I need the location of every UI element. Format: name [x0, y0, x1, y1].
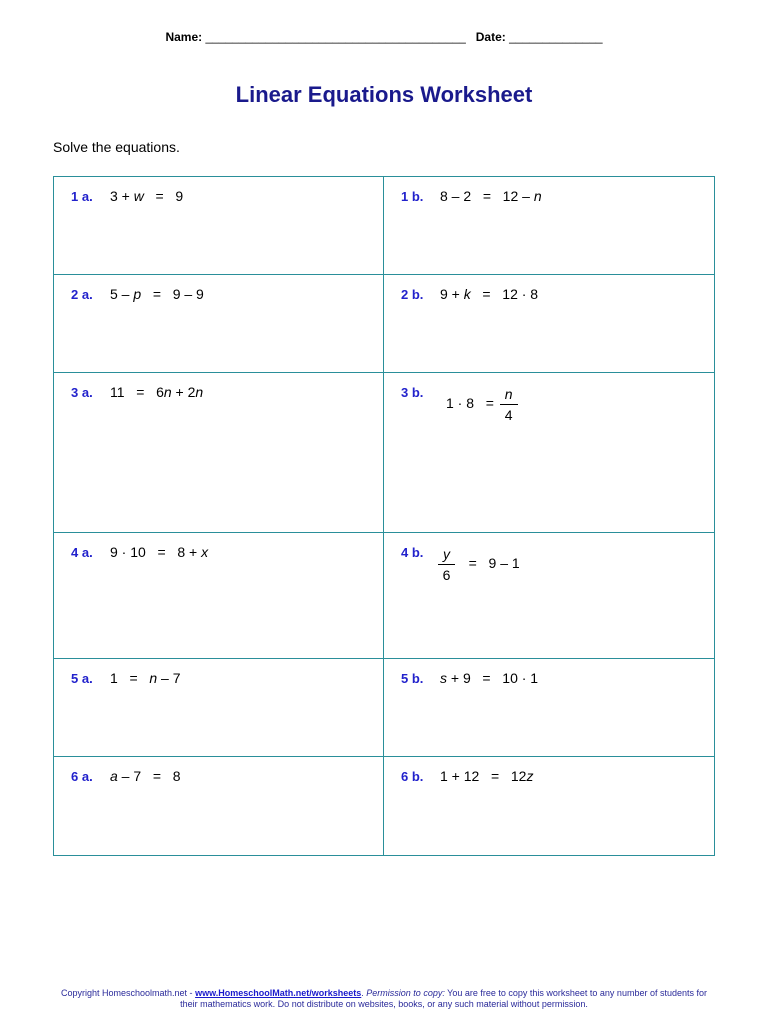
equals-sign: = — [491, 768, 500, 784]
equation-lhs: s + 9 — [440, 670, 471, 686]
problem-cell-2b — [384, 275, 714, 373]
equation-rhs: 9 – 1 — [488, 555, 520, 572]
equation-lhs: 1 + 12 — [440, 768, 480, 784]
problem-cell-1b — [384, 177, 714, 275]
problem-label: 2 b. — [401, 287, 424, 302]
equation — [110, 670, 180, 686]
equals-sign: = — [468, 555, 477, 572]
equals-sign: = — [482, 670, 491, 686]
worksheets-link[interactable]: www.HomeschoolMath.net/worksheets — [195, 988, 362, 998]
equation-lhs: 3 + w — [110, 188, 144, 204]
problem-cell-5b — [384, 659, 714, 757]
variable: a — [110, 768, 118, 784]
equation — [110, 544, 208, 560]
equation — [440, 670, 538, 686]
variable: p — [133, 286, 142, 302]
variable: n — [149, 670, 158, 686]
equation-rhs: n – 7 — [149, 670, 181, 686]
equation — [436, 545, 520, 584]
problem-cell-4b — [384, 533, 714, 659]
equals-sign: = — [482, 188, 491, 204]
problem-cell-5a — [54, 659, 384, 757]
equals-sign: = — [136, 384, 145, 400]
equation-lhs: a – 7 — [110, 768, 142, 784]
fraction — [500, 385, 518, 424]
equals-sign: = — [485, 395, 494, 412]
equals-sign: = — [157, 544, 166, 560]
equation-rhs: 9 — [175, 188, 184, 204]
equation — [440, 286, 538, 302]
fraction-denominator: 4 — [504, 407, 513, 423]
equation — [110, 286, 204, 302]
variable: n — [195, 384, 204, 400]
fraction — [438, 545, 455, 584]
problem-label: 6 b. — [401, 769, 424, 784]
worksheet-title: Linear Equations Worksheet — [235, 82, 533, 107]
problem-label: 1 a. — [71, 189, 93, 204]
equation — [110, 188, 183, 204]
equation-lhs: 8 – 2 — [440, 188, 472, 204]
equation — [440, 768, 533, 784]
instructions: Solve the equations. — [53, 139, 180, 155]
equation-rhs: 12z — [510, 768, 534, 784]
problem-cell-3a — [54, 373, 384, 533]
fraction-numerator: y — [438, 545, 455, 565]
variable: n — [533, 188, 542, 204]
equals-sign: = — [129, 670, 138, 686]
equation-rhs: 8 — [172, 768, 181, 784]
equation — [110, 768, 180, 784]
equation-lhs: 1 — [110, 670, 118, 686]
equation-lhs: 9 · 10 — [110, 544, 146, 560]
equation-rhs: 12 · 8 — [502, 286, 539, 302]
variable: w — [133, 188, 144, 204]
variable: z — [526, 768, 534, 784]
problem-grid — [53, 176, 715, 856]
name-label: Name: — [165, 30, 203, 44]
equation-lhs: 5 – p — [110, 286, 142, 302]
copyright-footer: Copyright Homeschoolmath.net - www.HomeschoolMath.net/worksheets. Permission to copy: You are free to copy this worksheet to any number of students for their mathematics work. Do not distribute on websites, books, or any such material without permission. — [61, 988, 707, 1009]
copyright-text: Copyright Homeschoolmath.net - — [61, 988, 193, 998]
permission-text: You are free to copy this worksheet to any number of students for their mathematics work. Do not distribute on websites, books, or any such material without permission. — [180, 988, 707, 1009]
problem-cell-3b — [384, 373, 714, 533]
variable: n — [163, 384, 172, 400]
equation — [110, 384, 203, 400]
problem-cell-4a — [54, 533, 384, 659]
equals-sign: = — [482, 286, 491, 302]
equals-sign: = — [155, 188, 164, 204]
equals-sign: = — [152, 286, 162, 302]
problem-label: 6 a. — [71, 769, 93, 784]
variable: s — [440, 670, 447, 686]
equation-rhs: 9 – 9 — [172, 286, 204, 302]
equation-rhs: 8 + x — [177, 544, 209, 560]
problem-label: 1 b. — [401, 189, 424, 204]
equation-lhs: 9 + k — [440, 286, 471, 302]
fraction-numerator: n — [500, 385, 518, 405]
equation-rhs: 12 – n — [502, 188, 542, 204]
permission-label: Permission to copy: — [366, 988, 445, 998]
date-blank[interactable]: ______________ — [509, 30, 603, 44]
problem-cell-1a — [54, 177, 384, 275]
equals-sign: = — [152, 768, 162, 784]
variable: k — [463, 286, 471, 302]
fraction-denominator: 6 — [442, 567, 451, 583]
problem-label: 3 a. — [71, 385, 93, 400]
problem-label: 5 b. — [401, 671, 424, 686]
problem-cell-6a — [54, 757, 384, 855]
equation-rhs: 6n + 2n — [156, 384, 204, 400]
problem-cell-6b — [384, 757, 714, 855]
date-label: Date: — [475, 30, 506, 44]
problem-cell-2a — [54, 275, 384, 373]
equation-lhs: 11 — [110, 384, 125, 400]
equation — [446, 385, 520, 424]
problem-label: 4 b. — [401, 545, 424, 560]
problem-label: 5 a. — [71, 671, 93, 686]
problem-label: 2 a. — [71, 287, 93, 302]
name-date-line — [0, 30, 768, 44]
name-blank[interactable]: _______________________________________ — [205, 30, 466, 44]
equation-rhs: 10 · 1 — [502, 670, 539, 686]
equation — [440, 188, 542, 204]
variable: x — [201, 544, 209, 560]
equation-lhs: 1 · 8 — [446, 395, 475, 412]
problem-label: 3 b. — [401, 385, 424, 400]
problem-label: 4 a. — [71, 545, 93, 560]
